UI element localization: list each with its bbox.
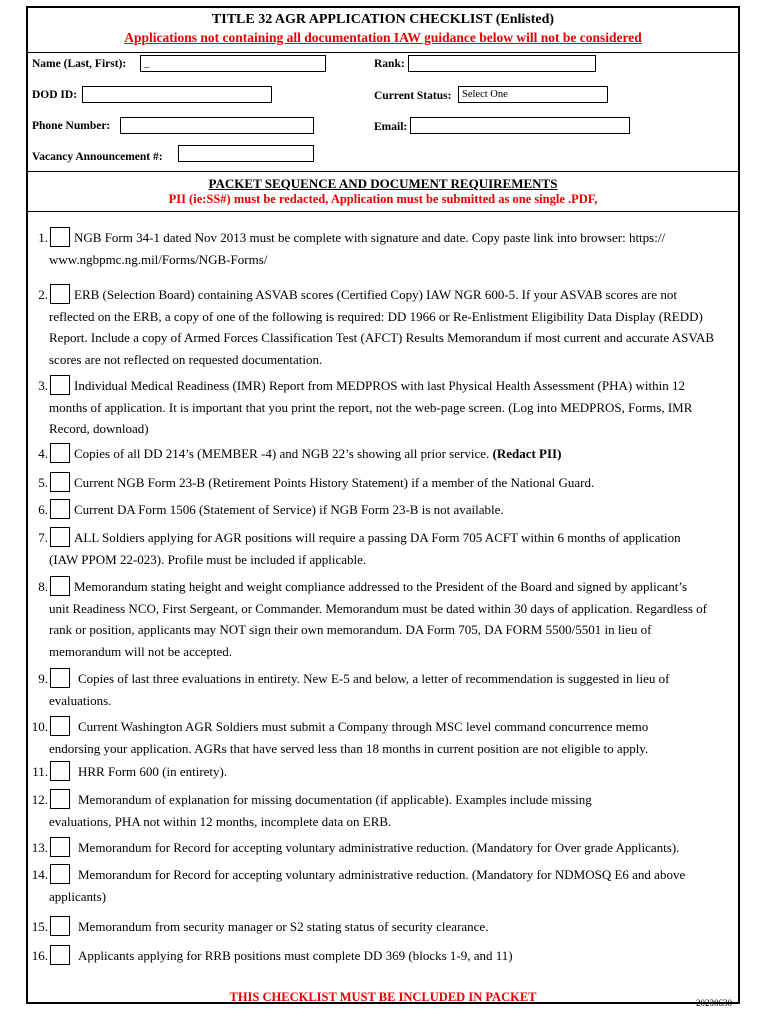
rank-label: Rank: — [374, 58, 405, 70]
item-text — [78, 945, 513, 967]
name-label: Name (Last, First): — [32, 58, 127, 70]
page-title: TITLE 32 AGR APPLICATION CHECKLIST (Enlisted) — [211, 12, 555, 27]
checklist-frame — [26, 6, 740, 1008]
item-number: 3. — [38, 378, 48, 393]
footer-notice: THIS CHECKLIST MUST BE INCLUDED IN PACKET — [229, 990, 537, 1004]
list-item — [22, 916, 722, 938]
item-text-first-line: ALL Soldiers applying for AGR positions will require a passing DA Form 705 ACFT within 6 months of application — [74, 530, 681, 545]
item-text — [74, 576, 687, 598]
item-text-emphasis: (Redact PII) — [492, 446, 562, 461]
item-number: 7. — [38, 530, 48, 545]
item-checkbox[interactable] — [50, 789, 70, 809]
name-field[interactable]: _ — [140, 55, 326, 72]
list-item — [22, 227, 722, 270]
list-item — [22, 443, 722, 465]
item-text-first-line: Memorandum stating height and weight compliance addressed to the President of the Board and signed by applicant’s — [74, 579, 688, 594]
item-number: 4. — [38, 446, 48, 461]
item-text — [74, 527, 681, 549]
item-text-first-line: NGB Form 34-1 dated Nov 2013 must be complete with signature and date. Copy paste link into browser: https:// — [74, 230, 666, 245]
list-item — [22, 284, 722, 370]
item-text — [78, 837, 679, 859]
item-text — [74, 375, 685, 397]
item-text-first-line: ERB (Selection Board) containing ASVAB scores (Certified Copy) IAW NGR 600-5. If your ASVAB scores are not — [74, 287, 678, 302]
item-checkbox[interactable] — [50, 837, 70, 857]
item-checkbox[interactable] — [50, 576, 70, 596]
item-number: 15. — [31, 919, 48, 934]
item-number: 12. — [31, 792, 48, 807]
item-number: 13. — [31, 840, 48, 855]
item-checkbox[interactable] — [50, 472, 70, 492]
item-text-first-line: Copies of all DD 214’s (MEMBER -4) and NGB 22’s showing all prior service. — [74, 446, 493, 461]
item-text-first-line: Memorandum from security manager or S2 stating status of security clearance. — [78, 919, 489, 934]
item-text — [78, 864, 685, 886]
item-text — [78, 916, 488, 938]
status-label: Current Status: — [374, 90, 452, 102]
item-checkbox[interactable] — [50, 227, 70, 247]
list-item — [22, 499, 722, 521]
item-checkbox[interactable] — [50, 761, 70, 781]
list-item — [22, 576, 722, 662]
divider — [28, 52, 738, 53]
item-number: 2. — [38, 287, 48, 302]
list-item — [22, 375, 722, 440]
item-text — [74, 499, 504, 521]
vacancy-label: Vacancy Announcement #: — [32, 151, 163, 163]
item-text-first-line: Memorandum for Record for accepting voluntary administrative reduction. (Mandatory for NDMOSQ E6 and above — [78, 867, 686, 882]
item-number: 1. — [38, 230, 48, 245]
phone-label: Phone Number: — [32, 120, 111, 132]
item-number: 9. — [38, 671, 48, 686]
item-text-first-line: Memorandum for Record for accepting voluntary administrative reduction. (Mandatory for Over grade Applicants). — [78, 840, 680, 855]
divider — [28, 171, 738, 172]
vacancy-field[interactable] — [178, 145, 314, 162]
item-text — [74, 443, 561, 465]
list-item — [22, 789, 722, 832]
list-item — [22, 864, 722, 907]
item-text-first-line: Current Washington AGR Soldiers must submit a Company through MSC level command concurrence memo — [78, 719, 649, 734]
item-text-first-line: HRR Form 600 (in entirety). — [78, 764, 228, 779]
item-text-continuation: applicants) — [49, 888, 107, 904]
item-checkbox[interactable] — [50, 284, 70, 304]
list-item — [22, 837, 722, 859]
section-title: PACKET SEQUENCE AND DOCUMENT REQUIREMENTS — [208, 176, 558, 191]
item-checkbox[interactable] — [50, 527, 70, 547]
item-text — [74, 472, 594, 494]
item-text — [78, 668, 669, 690]
item-text-continuation: months of application. It is important that you print the report, not the web-page screen. (Log into MEDPROS, Forms, IMR Record, download) — [49, 399, 693, 436]
item-text-continuation: unit Readiness NCO, First Sergeant, or Commander. Memorandum must be dated within 30 days of application. Regardless of rank or position, applicants may NOT sign their own memorandum. DA Form 705, DA FORM 5500/5501 in lieu of memorandum will not be accepted. — [49, 600, 707, 659]
divider — [28, 211, 738, 212]
rank-field[interactable] — [408, 55, 596, 72]
list-item — [22, 716, 722, 759]
item-number: 16. — [31, 948, 48, 963]
item-checkbox[interactable] — [50, 864, 70, 884]
item-text — [78, 761, 227, 783]
item-text-first-line: Applicants applying for RRB positions must complete DD 369 (blocks 1-9, and 11) — [78, 948, 513, 963]
item-checkbox[interactable] — [50, 916, 70, 936]
item-text-continuation: www.ngbpmc.ng.mil/Forms/NGB-Forms/ — [49, 251, 268, 267]
item-checkbox[interactable] — [50, 716, 70, 736]
item-checkbox[interactable] — [50, 375, 70, 395]
form-code: 20230630 — [696, 998, 732, 1008]
item-number: 8. — [38, 579, 48, 594]
item-checkbox[interactable] — [50, 443, 70, 463]
item-text-first-line: Memorandum of explanation for missing documentation (if applicable). Examples include missing — [78, 792, 592, 807]
item-number: 14. — [31, 867, 48, 882]
email-label: Email: — [374, 121, 408, 133]
dodid-label: DOD ID: — [32, 89, 78, 101]
item-checkbox[interactable] — [50, 499, 70, 519]
phone-field[interactable] — [120, 117, 314, 134]
item-text-first-line: Current NGB Form 23-B (Retirement Points History Statement) if a member of the National Guard. — [74, 475, 595, 490]
list-item — [22, 668, 722, 711]
item-checkbox[interactable] — [50, 945, 70, 965]
section-subtitle: PII (ie:SS#) must be redacted, Application must be submitted as one single .PDF, — [168, 192, 598, 206]
item-text — [74, 284, 677, 306]
item-checkbox[interactable] — [50, 668, 70, 688]
email-field[interactable] — [410, 117, 630, 134]
item-text-first-line: Current DA Form 1506 (Statement of Service) if NGB Form 23-B is not available. — [74, 502, 504, 517]
item-number: 10. — [31, 719, 48, 734]
item-text — [78, 789, 592, 811]
item-text-continuation: (IAW PPOM 22-023). Profile must be included if applicable. — [49, 551, 367, 567]
item-text-continuation: evaluations. — [49, 692, 112, 708]
item-number: 6. — [38, 502, 48, 517]
item-text-first-line: Individual Medical Readiness (IMR) Report from MEDPROS with last Physical Health Assessment (PHA) within 12 — [74, 378, 685, 393]
item-text-continuation: evaluations, PHA not within 12 months, incomplete data on ERB. — [49, 813, 392, 829]
list-item — [22, 527, 722, 570]
warning-text: Applications not containing all documentation IAW guidance below will not be considered — [124, 30, 642, 45]
item-text-continuation: endorsing your application. AGRs that have served less than 18 months in current position are not eligible to apply. — [49, 740, 649, 756]
list-item — [22, 472, 722, 494]
dodid-field[interactable] — [82, 86, 272, 103]
item-text — [74, 227, 665, 249]
item-text-first-line: Copies of last three evaluations in entirety. New E-5 and below, a letter of recommendation is suggested in lieu of — [78, 671, 670, 686]
list-item — [22, 761, 722, 783]
item-text — [78, 716, 648, 738]
status-select[interactable]: Select One — [458, 86, 608, 103]
item-number: 5. — [38, 475, 48, 490]
item-number: 11. — [32, 764, 48, 779]
item-text-continuation: reflected on the ERB, a copy of one of the following is required: DD 1966 or Re-Enlistment Eligibility Data Display (REDD) Report. Include a copy of Armed Forces Classification Test (AFCT) Results Memorandum if most current and accurate ASVAB scores are not reflected on requested documentation. — [49, 308, 715, 367]
list-item — [22, 945, 722, 967]
